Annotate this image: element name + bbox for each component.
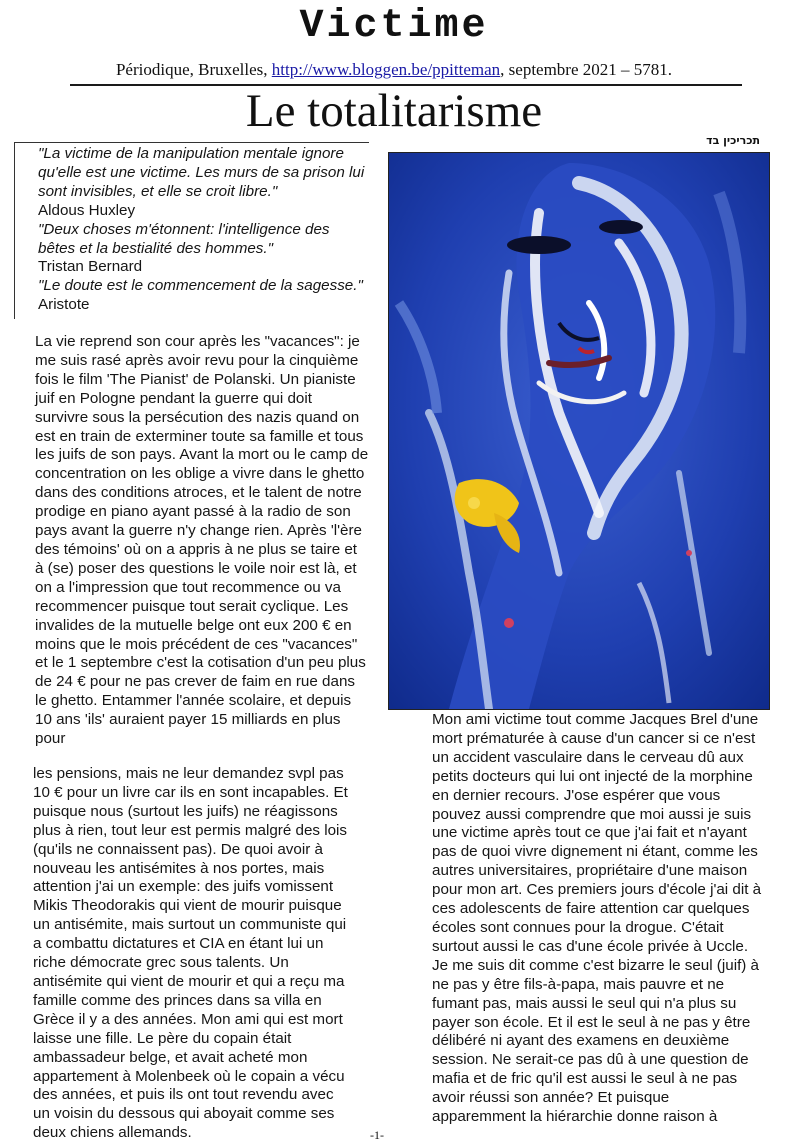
hebrew-note: תכריכין בד [706, 134, 760, 147]
quote-text: "Deux choses m'étonnent: l'intelligence des bêtes et la bestialité des hommes." [38, 220, 330, 257]
headline: Le totalitarisme [245, 85, 543, 137]
subline-prefix: Périodique, Bruxelles, [115, 60, 272, 79]
subline-suffix: , septembre 2021 – 5781. [500, 60, 673, 79]
quote-author: Aristote [38, 296, 90, 314]
quotes-block [38, 145, 368, 315]
quote-text: "Le doute est le commencement de la sagesse." [38, 277, 363, 295]
column-right: Mon ami victime tout comme Jacques Brel d'une mort prématurée à cause d'un cancer si ce n'est un accident vasculaire dans le cerveau dû aux petits docteurs qui lui ont injecté de la morphine en dernier recours. J'ose espérer que vous pouvez aussi comprendre que moi aussi je suis une victime après tout ce que j'ai fait et n'ayant pas de quoi vivre dignement ni étant, comme les autres universitaires, propriétaire d'une maison pour mon art. Ces premiers jours d'école j'ai dit à ces adolescents de faire attention car quelques écoles sont connues pour la drogue. C'était surtout aussi le cas d'une école privée à Uccle. Je me suis dit comme c'est bizarre le seul (juif) à ne pas y être fils-à-papa, mais pauvre et ne fumant pas, mais aussi le seul qui n'a plus su payer son école. Et il est le seul à ne pas y être délibéré ni ayant des examens en deuxième session. Ne serait-ce pas dû à une question de mafia et de fric qu'il est aussi le seul à ne pas avoir réussi son année? Et puisque apparemment la hiérarchie donne raison à [432, 711, 762, 1126]
column-left-bottom: les pensions, mais ne leur demandez svpl pas 10 € pour un livre car ils en sont incapables. Et puisque nous (surtout les juifs) ne réagissons plus à rien, tout leur est permis malgré des lois (qu'ils ne connaissent pas). De quoi avoir à nouveau les antisémites à nos portes, mais attention j'ai un exemple: des juifs vomissent Mikis Theodorakis qui vient de mourir puisque un antisémite, mais surtout un communiste qui a combattu dictatures et CIA en étant lui un riche démocrate grec sous talents. Un antisémite qui vient de mourir et qui a reçu ma famille comme des princes dans sa villa en Grèce il y a des années. Mon ami qui est mort laisse une fille. Le père du copain était ambassadeur belge, et avait acheté mon appartement à Molenbeek où le copain a vécu des années, et puis ils ont tout revendu avec un voisin du dessous qui aboyait comme ses deux chiens allemands. [33, 765, 348, 1142]
quote-text: "La victime de la manipulation mentale ignore qu'elle est une victime. Les murs de sa prison lui sont invisibles, et elle se croit libre." [38, 145, 365, 200]
page-number: -1- [370, 1128, 384, 1142]
blog-link[interactable]: http://www.bloggen.be/ppitteman [271, 60, 501, 79]
masthead-title: Victime [299, 4, 489, 49]
masthead-subline [0, 60, 788, 80]
painting-image [388, 152, 770, 710]
quote-author: Aldous Huxley [38, 201, 136, 219]
quote-author: Tristan Bernard [38, 258, 143, 276]
column-left-top: La vie reprend son cour après les "vacances": je me suis rasé après avoir revu pour la cinquième fois le film 'The Pianist' de Polanski. Un pianiste juif en Pologne pendant la guerre qui doit survivre sous la persécution des nazis quand on est en train de exterminer toute sa famille et tous les juifs de son pays. Avant la mort ou le camp de concentration on les oblige a vivre dans le ghetto dans des conditions atroces, et le talent de notre prodige en piano ayant passé à la radio de son pays avant la guerre n'y change rien. Après 'l'ère des témoins' où on a appris à ne plus se taire et à (se) poser des questions le voile noir est là, et on a l'impression que tout recommence ou va recommencer puisque tout serait cyclique. Les invalides de la mutuelle belge ont eux 200 € en moins que le mois précédent de ces "vacances" et le 1 septembre c'est la cotisation d'un peu plus de 24 € pour ne pas crever de faim en rue dans le ghetto. Entammer l'année scolaire, et depuis 10 ans 'ils' auraient payer 15 milliards en plus pour [35, 333, 369, 748]
